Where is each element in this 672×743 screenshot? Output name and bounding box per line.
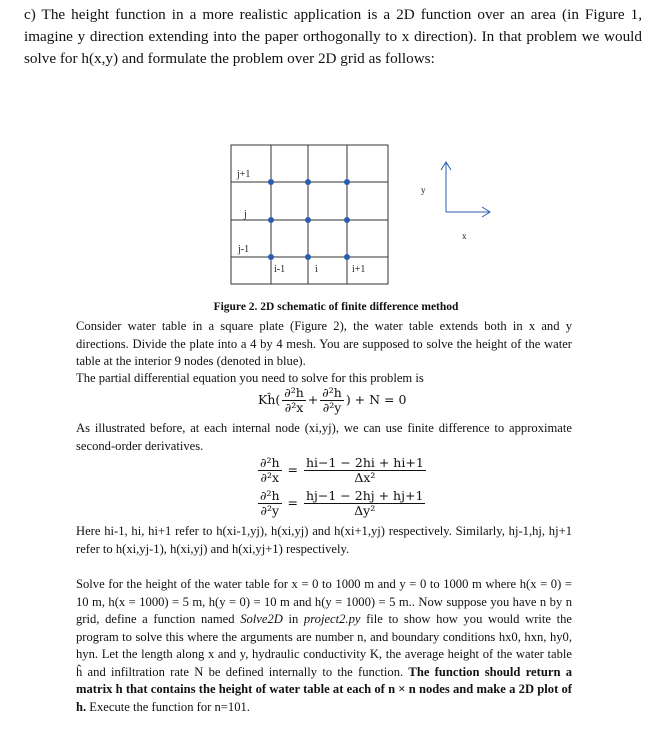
node [305, 179, 311, 185]
axis-x-label: x [462, 231, 467, 241]
axis-y-label: y [421, 185, 426, 195]
node [344, 254, 350, 260]
node [268, 217, 274, 223]
node [268, 254, 274, 260]
row-label-j-plus-1: j+1 [237, 169, 251, 180]
paragraph-task: Solve for the height of the water table for x = 0 to 1000 m and y = 0 to 1000 m where h(x = 0) = 10 m, h(x = 1000) = 5 m, h(y = 0) = 10 m and h(y = 1000) = 5 m.. Now suppose you have n by n grid, define a function named Solve2D in project2.py file to show how you would write the program to solve this where the arguments are number n, and boundary conditions hx0, hxn, hy0, hyn. Let the length along x and y, hydraulic conductivity K, the average height of the water table ĥ and infiltration rate N be defined internally to the function. The function should return a matrix h that contains the height of water table at each of n × n nodes and make a 2D plot of h. Execute the function for n=101. [76, 577, 573, 714]
node [344, 217, 350, 223]
intro-paragraph: c) The height function in a more realistic application is a 2D function over an area (in Figure 1, imagine y direction extending into the paper orthogonally to x direction). In that problem we would solve for h(x,y) and formulate the problem over 2D grid as follows: [24, 6, 642, 67]
fd-equation-y: $\frac{\text{∂²h}}{\text{∂²y}}$ = $\frac{hj-1 - 2hj + hj+1}{\text{Δy²}}$ [260, 488, 424, 518]
node [305, 254, 311, 260]
paragraph-pde-intro: The partial differential equation you need to solve for this problem is [76, 371, 424, 385]
paragraph-mesh: Consider water table in a square plate (Figure 2), the water table extends both in x and y directions. Divide the plate into a 4 by 4 mesh. You are supposed to solve the height of the water table at the interior 9 nodes (denoted in blue). [76, 319, 572, 368]
pde-equation: Kĥ( $\frac{\text{∂²h}}{\text{∂²x}}$ + $\frac{\text{∂²h}}{\text{∂²y}}$ ) + N = 0 [258, 385, 407, 415]
figure-caption: Figure 2. 2D schematic of finite difference method [213, 301, 459, 313]
col-label-i-plus-1: i+1 [352, 264, 366, 275]
col-label-i-minus-1: i-1 [274, 264, 286, 275]
finite-difference-grid-figure [200, 140, 500, 292]
row-label-j: j [244, 209, 247, 220]
node [268, 179, 274, 185]
function-name: Solve2D [240, 612, 283, 626]
paragraph-notation: Here hi-1, hi, hi+1 refer to h(xi-1,yj), h(xi,yj) and h(xi+1,yj) respectively. Similarly, hj-1,hj, hj+1 refer to h(xi,yj-1), h(xi,yj) and h(xi,yj+1) respectively. [76, 524, 572, 556]
axes-indicator [441, 162, 490, 217]
row-label-j-minus-1: j-1 [238, 244, 250, 255]
node [305, 217, 311, 223]
col-label-i: i [315, 264, 318, 275]
fd-equation-x: $\frac{\text{∂²h}}{\text{∂²x}}$ = $\frac{hi-1 - 2hi + hi+1}{\text{Δx²}}$ [260, 455, 424, 485]
node [344, 179, 350, 185]
paragraph-finite-difference: As illustrated before, at each internal node (xi,yj), we can use finite difference to approximate second-order derivatives. [76, 421, 572, 453]
file-name: project2.py [303, 612, 361, 626]
